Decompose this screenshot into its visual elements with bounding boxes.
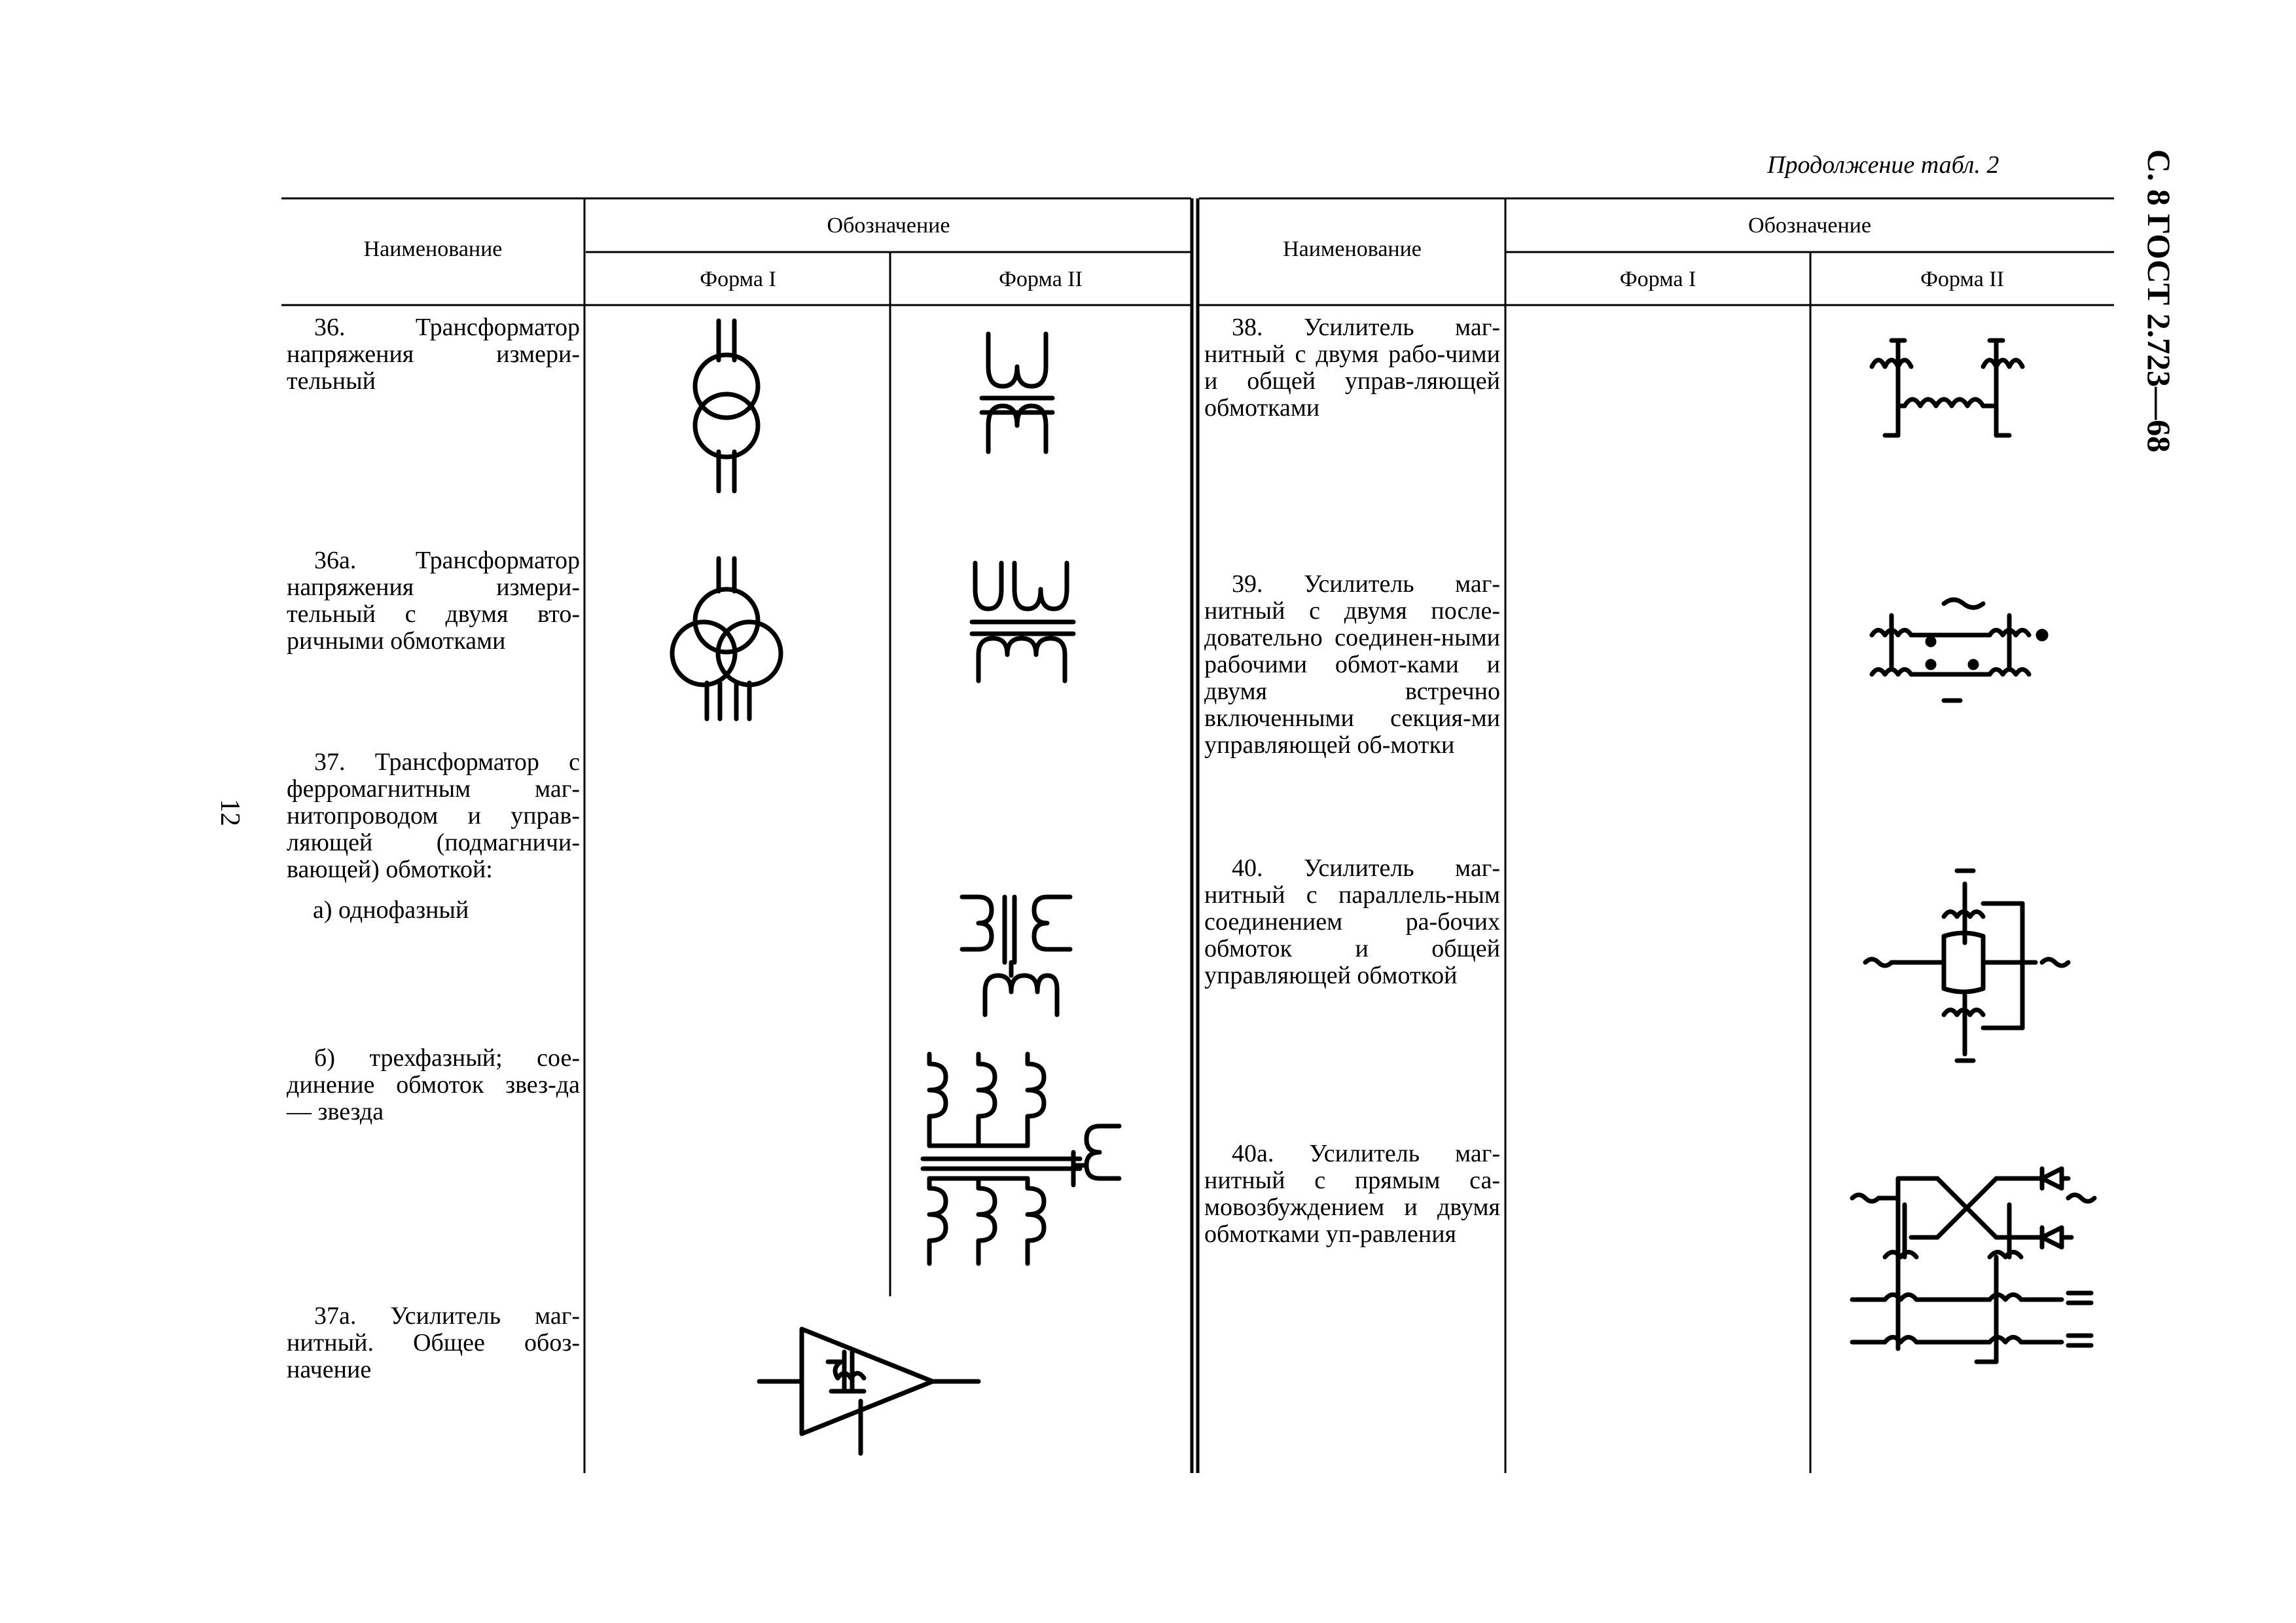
header-name-right: Наименование [1283,237,1422,261]
header-form1-left: Форма I [700,267,776,291]
item-37-sub-a-text: а) однофазный [313,896,469,924]
item-36-text: 36. Трансформатор напряжения измери-тельный [287,314,580,395]
header-form1-right: Форма I [1619,267,1696,291]
transformer-36a-form2-icon [965,556,1083,687]
gost-reference-text: С. 8 ГОСТ 2.723—68 [2141,149,2178,453]
transformer-36a-form1-icon [661,555,792,725]
transformer-36-form1-icon [674,314,779,498]
transformer-36-form2-icon [975,321,1067,458]
magnetic-amplifier-40a-form2-icon [1846,1165,2101,1375]
magnetic-amplifier-37a-icon [753,1316,988,1473]
item-40-text: 40. Усилитель маг-нитный с параллель-ным соединением ра-бочих обмоток и общей управляющей обмоткой [1204,854,1500,989]
item-37a-text: 37а. Усилитель маг-нитный. Общее обоз-начение [287,1302,580,1383]
item-38-text: 38. Усилитель маг-нитный с двумя рабо-чими и общей управ-ляющей обмотками [1204,314,1500,422]
header-designation-left: Обозначение [827,213,950,238]
header-form2-left: Форма II [999,267,1083,291]
item-39-text: 39. Усилитель маг-нитный с двумя после-довательно соединен-ными рабочими обмот-ками и двумя встречно включенными секция-ми управляющей об-мотки [1204,570,1500,759]
magnetic-amplifier-40-form2-icon [1852,864,2075,1067]
item-36a-text: 36а. Трансформатор напряжения измери-тельный с двумя вто-ричными обмотками [287,547,580,655]
magnetic-amplifier-38-form2-icon [1865,327,2029,445]
page-number-text: 12 [215,799,245,826]
item-40a-text: 40а. Усилитель маг-нитный с прямым са-мовозбуждением и двумя обмотками уп-равления [1204,1140,1500,1248]
item-37-text: 37. Трансформатор с ферромагнитным маг-нитопроводом и управ-ляющей (подмагничи-вающей) обмоткой: [287,748,580,883]
transformer-37b-form2-icon [916,1048,1132,1270]
header-form2-right: Форма II [1920,267,2004,291]
magnetic-amplifier-39-form2-icon [1865,596,2049,707]
header-name-left: Наименование [363,237,503,261]
header-designation-right: Обозначение [1748,213,1871,238]
item-37-sub-b-text: б) трехфазный; сое-динение обмоток звез-да — звезда [287,1044,580,1125]
table-continuation-caption: Продолжение табл. 2 [1767,151,2000,179]
transformer-37a-form2-icon [956,890,1086,1021]
